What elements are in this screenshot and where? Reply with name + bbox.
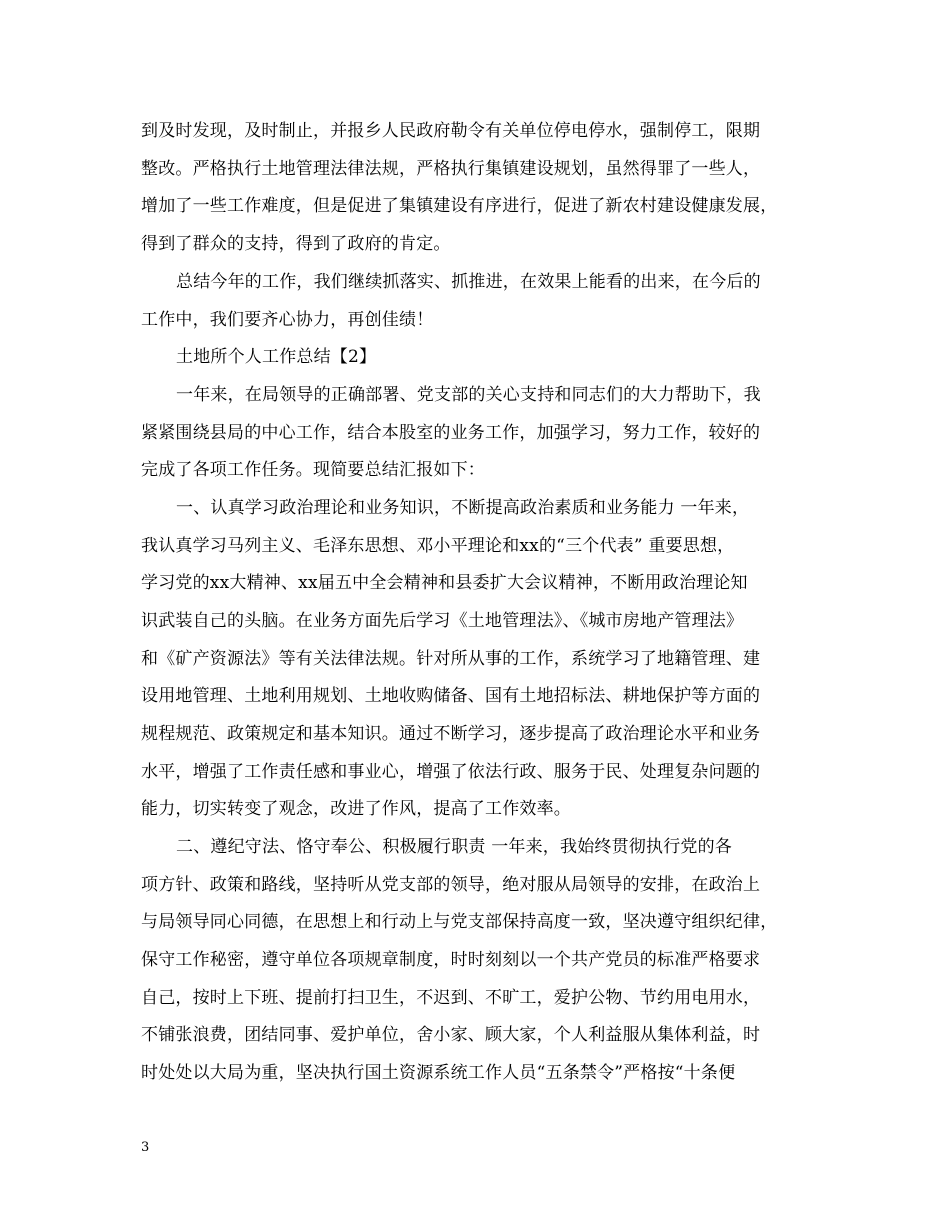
page-number: 3: [141, 1140, 150, 1155]
text-line: 紧紧围绕县局的中心工作，结合本股室的业务工作，加强学习，努力工作，较好的: [141, 423, 761, 443]
text-line: 项方针、政策和路线，坚持听从党支部的领导，绝对服从局领导的安排，在政治上: [141, 875, 761, 895]
text-line: 能力，切实转变了观念，改进了作风，提高了工作效率。: [141, 799, 571, 819]
text-line: 不铺张浪费，团结同事、爱护单位，舍小家、顾大家，个人利益服从集体利益，时: [141, 1025, 761, 1045]
text-line: 整改。严格执行土地管理法律法规，严格执行集镇建设规划，虽然得罪了一些人，: [141, 159, 761, 179]
text-line: 识武装自己的头脑。在业务方面先后学习《土地管理法》、《城市房地产管理法》: [141, 611, 744, 631]
text-line: 自己，按时上下班、提前打扫卫生，不迟到、不旷工，爱护公物、节约用电用水，: [141, 988, 761, 1008]
text-line: 时处处以大局为重，坚决执行国土资源系统工作人员“五条禁令”严格按“十条便: [141, 1063, 736, 1083]
text-line: 保守工作秘密，遵守单位各项规章制度，时时刻刻以一个共产党员的标准严格要求: [141, 950, 761, 970]
text-line: 与局领导同心同德，在思想上和行动上与党支部保持高度一致，坚决遵守组织纪律，: [141, 912, 778, 932]
text-line: 到及时发现，及时制止，并报乡人民政府勒令有关单位停电停水，强制停工，限期: [141, 121, 761, 141]
text-line: 完成了各项工作任务。现简要总结汇报如下：: [141, 460, 485, 480]
text-line: 学习党的xx大精神、xx届五中全会精神和县委扩大会议精神，不断用政治理论知: [141, 573, 748, 593]
text-line: 一、认真学习政治理论和业务知识，不断提高政治素质和业务能力 一年来，: [176, 498, 750, 518]
text-line: 工作中，我们要齐心协力，再创佳绩！: [141, 310, 434, 330]
section-heading: 土地所个人工作总结【2】: [176, 347, 377, 367]
text-line: 二、遵纪守法、恪守奉公、积极履行职责 一年来，我始终贯彻执行党的各: [176, 837, 733, 857]
text-line: 水平，增强了工作责任感和事业心，增强了依法行政、服务于民、处理复杂问题的: [141, 762, 761, 782]
text-line: 增加了一些工作难度，但是促进了集镇建设有序进行，促进了新农村建设健康发展，: [141, 196, 778, 216]
text-line: 规程规范、政策规定和基本知识。通过不断学习，逐步提高了政治理论水平和业务: [141, 724, 761, 744]
text-line: 和《矿产资源法》等有关法律法规。针对所从事的工作，系统学习了地籍管理、建: [141, 649, 761, 669]
text-line: 我认真学习马列主义、毛泽东思想、邓小平理论和xx的“三个代表” 重要思想，: [141, 536, 735, 556]
text-line: 设用地管理、土地利用规划、土地收购储备、国有土地招标法、耕地保护等方面的: [141, 686, 761, 706]
text-line: 总结今年的工作，我们继续抓落实、抓推进，在效果上能看的出来，在今后的: [176, 272, 761, 292]
text-line: 一年来，在局领导的正确部署、党支部的关心支持和同志们的大力帮助下，我: [176, 385, 761, 405]
text-line: 得到了群众的支持，得到了政府的肯定。: [141, 234, 451, 254]
